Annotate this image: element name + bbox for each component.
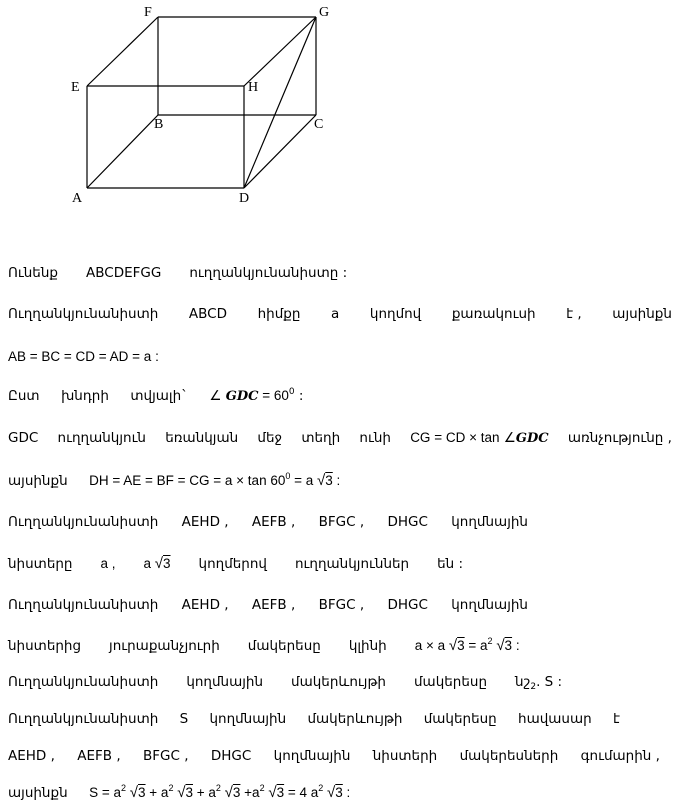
vertex-label-h: H (248, 80, 259, 95)
word: GDC (8, 430, 39, 446)
sqrt-icon: √3 (154, 555, 171, 572)
degree-exponent: 0 (288, 387, 295, 397)
word: հավասար (518, 711, 592, 727)
word: ABCD (188, 306, 227, 322)
word: կողմնային (451, 514, 528, 530)
formula: $S = a^2$ $√3 + a^2$ $√3 + a^2$ $√3 +a^2$ √3 = 4 $a^2$ √3 : (89, 783, 351, 801)
text-line-9 (8, 596, 528, 614)
word: մակերևույթի (307, 711, 403, 727)
word: առնչությունը , (567, 430, 672, 446)
word: գումարին , (580, 748, 660, 764)
word: Ուղղանկյունանիստի (8, 306, 159, 322)
word: մեջ (257, 430, 283, 446)
word: նիստերի (372, 748, 438, 764)
word: DHGC (387, 597, 428, 613)
word: AEHD , (181, 514, 229, 530)
word: կողմնային (209, 711, 287, 727)
sqrt-icon: √3 (224, 784, 241, 801)
text-line-8 (8, 555, 491, 573)
word: AEHD , (181, 597, 229, 613)
word: Ուղղանկյունանիստի (8, 674, 159, 690)
text-line-13 (8, 747, 660, 765)
sqrt-icon: √3 (317, 472, 333, 489)
word: DHGC (387, 514, 428, 530)
word: տվյալի` (130, 388, 188, 404)
word: Ըստ (8, 388, 40, 404)
word: մակերեսը (247, 638, 321, 654)
edge-dc (244, 115, 316, 188)
sqrt-icon: √3 (129, 784, 146, 801)
word: մակերեսը (413, 674, 488, 690)
punct: : (294, 388, 304, 404)
vertex-label-g: G (319, 5, 330, 20)
text-line-4 (8, 387, 303, 406)
text-line-1 (8, 264, 375, 282)
sqrt-icon: √3 (268, 784, 285, 801)
angle-name: GDC (225, 389, 259, 404)
edge-ab (87, 115, 158, 188)
text-line-6 (8, 472, 340, 490)
word: կողմերով (198, 556, 267, 572)
box-diagram (0, 0, 687, 230)
vertex-label-f: F (144, 5, 152, 20)
word: Ունենք (8, 265, 59, 281)
word: մակերեսը (423, 711, 497, 727)
word: հիմքը (257, 306, 301, 322)
word: կողմնային (273, 748, 351, 764)
word: կողմնային (186, 674, 264, 690)
word: խնդրի (61, 388, 109, 404)
word: ուղղանկյուններ (294, 556, 410, 572)
formula: CG = CD × tan ∠GDC (410, 430, 549, 446)
sqrt-icon: √3 (327, 784, 343, 801)
vertex-label-a: A (72, 191, 83, 206)
diagonal-dg (244, 17, 316, 188)
word: a , (100, 556, 116, 571)
angle-value: = 60 (258, 388, 289, 403)
word: DHGC (210, 748, 252, 764)
word: S (179, 711, 189, 727)
word: ուղղանկյունանիստը : (189, 265, 348, 281)
text-line-5 (8, 429, 672, 448)
word: Ուղղանկյունանիստի (8, 711, 159, 727)
word: քառակուսի (451, 306, 536, 322)
word: ունի (359, 430, 391, 446)
word: նիստերը (8, 556, 73, 572)
word: տեղի (301, 430, 341, 446)
word: նիստերից (8, 638, 82, 654)
word: նշ$_2$. S : (515, 674, 563, 692)
word: AEFB , (251, 597, 296, 613)
word: BFGC , (143, 748, 189, 764)
word: կլինի (348, 638, 387, 654)
word: Ուղղանկյունանիստի (8, 597, 159, 613)
angle-icon: ∠ (503, 430, 516, 446)
word: եռանկյան (165, 430, 239, 446)
sqrt-icon: √3 (496, 637, 513, 654)
formula: a √3 (143, 555, 171, 572)
sqrt-icon: √3 (448, 637, 465, 654)
word: կողմով (369, 306, 422, 322)
word: այսինքն (612, 306, 672, 322)
word: Ուղղանկյունանիստի (8, 514, 159, 530)
word: է , (566, 306, 582, 322)
formula: DH = AE = BF = CG = $a \times \tan 60^0 = a$ √3 : (89, 471, 341, 489)
word: մակերևույթի (291, 674, 386, 690)
formula: a × a $√3 = a^2$ √3 : (414, 636, 520, 654)
word: ABCDEFGG (86, 265, 162, 281)
sqrt-icon: √3 (177, 784, 193, 801)
text-line-2 (8, 305, 672, 323)
text-line-14 (8, 784, 350, 802)
word: a (331, 306, 340, 322)
word: ուղղանկյուն (57, 430, 146, 446)
word: այսինքն (8, 785, 68, 801)
vertex-label-b: B (154, 117, 164, 132)
edge-gh (244, 17, 316, 86)
word: AEFB , (251, 514, 296, 530)
box-diagram-svg (0, 0, 687, 230)
text-line-12 (8, 710, 620, 728)
text-line-10 (8, 637, 548, 655)
edge-fe (87, 17, 158, 86)
word: այսինքն (8, 473, 68, 489)
vertex-label-d: D (239, 191, 250, 206)
word: մակերեսների (459, 748, 559, 764)
angle-icon: ∠ (209, 388, 222, 404)
word: AEHD , (8, 748, 55, 764)
word: է (612, 711, 620, 727)
word: AEFB , (77, 748, 121, 764)
text-line-7 (8, 513, 528, 531)
word: BFGC , (318, 514, 365, 530)
word: կողմնային (451, 597, 528, 613)
word: յուրաքանչյուրի (109, 638, 220, 654)
vertex-label-e: E (71, 80, 80, 95)
text-line-11 (8, 673, 590, 691)
text-line-3: AB = BC = CD = AD = a : (8, 349, 159, 364)
word: են : (437, 556, 464, 572)
word: BFGC , (318, 597, 365, 613)
vertex-label-c: C (314, 117, 324, 132)
